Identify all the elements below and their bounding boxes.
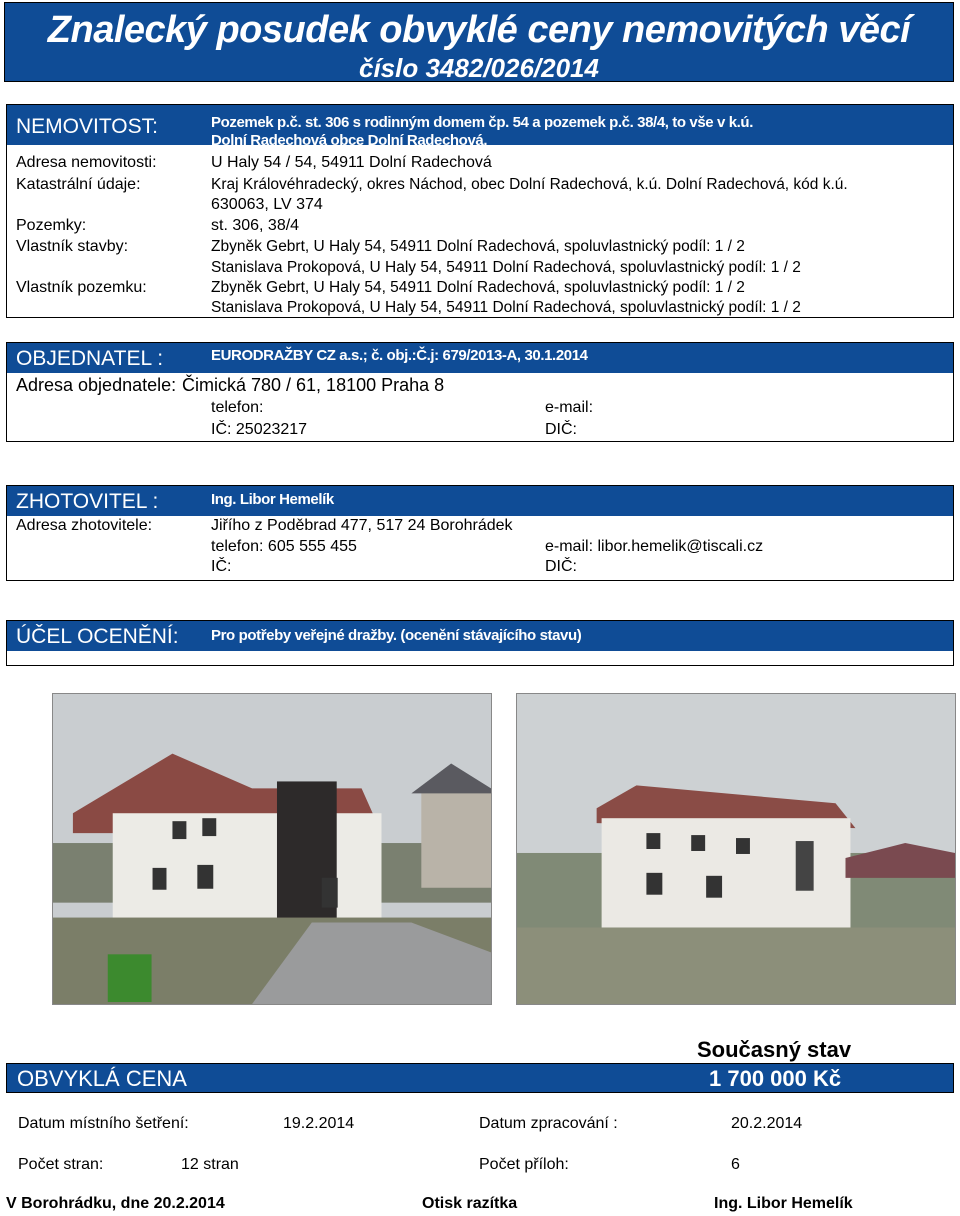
cadastre-value-2: 630063, LV 374 — [211, 196, 323, 213]
contractor-address: Jiřího z Poděbrad 477, 517 24 Borohrádek — [211, 517, 513, 534]
purpose-heading: ÚČEL OCENĚNÍ: — [16, 625, 179, 648]
place-date: V Borohrádku, dne 20.2.2014 — [6, 1195, 225, 1212]
attachments-label: Počet příloh: — [479, 1156, 569, 1173]
client-heading: OBJEDNATEL : — [16, 347, 164, 370]
land-owner-1: Zbyněk Gebrt, U Haly 54, 54911 Dolní Radechová, spoluvlastnický podíl: 1 / 2 — [211, 279, 745, 296]
price-bar — [6, 1063, 954, 1093]
building-owner-2: Stanislava Prokopová, U Haly 54, 54911 Dolní Radechová, spoluvlastnický podíl: 1 / 2 — [211, 259, 801, 276]
contractor-email: e-mail: libor.hemelik@tiscali.cz — [545, 538, 764, 555]
processing-date-label: Datum zpracování : — [479, 1115, 618, 1132]
processing-date: 20.2.2014 — [731, 1115, 803, 1132]
property-desc-2: Dolní Radechová obce Dolní Radechová. — [211, 132, 488, 149]
building-owner-label: Vlastník stavby: — [16, 238, 129, 255]
stamp-label: Otisk razítka — [422, 1195, 518, 1212]
client-dic: DIČ: — [545, 421, 577, 438]
price-label: OBVYKLÁ CENA — [17, 1066, 187, 1091]
document-number: číslo 3482/026/2014 — [359, 53, 599, 83]
document-title: Znalecký posudek obvyklé ceny nemovitých věcí — [47, 9, 911, 51]
attachments-value: 6 — [731, 1156, 740, 1173]
signature: Ing. Libor Hemelík — [714, 1195, 853, 1212]
building-owner-1: Zbyněk Gebrt, U Haly 54, 54911 Dolní Radechová, spoluvlastnický podíl: 1 / 2 — [211, 238, 745, 255]
house-photo-left — [52, 693, 492, 1005]
parcels-value: st. 306, 38/4 — [211, 217, 300, 234]
contractor-address-label: Adresa zhotovitele: — [16, 517, 153, 534]
current-state-label: Současný stav — [697, 1037, 852, 1062]
client-name: EURODRAŽBY CZ a.s.; č. obj.:Č.j: 679/2013-A, 30.1.2014 — [211, 347, 588, 364]
contractor-phone: telefon: 605 555 455 — [211, 538, 357, 555]
price-value: 1 700 000 Kč — [709, 1066, 842, 1091]
survey-date-label: Datum místního šetření: — [18, 1115, 189, 1132]
client-address: Čimická 780 / 61, 18100 Praha 8 — [182, 375, 445, 395]
contractor-ic: IČ: — [211, 558, 232, 575]
property-desc-1: Pozemek p.č. st. 306 s rodinným domem čp. 54 a pozemek p.č. 38/4, to vše v k.ú. — [211, 114, 753, 131]
client-phone: telefon: — [211, 399, 264, 416]
contractor-name: Ing. Libor Hemelík — [211, 491, 334, 508]
property-heading: NEMOVITOST: — [16, 115, 158, 138]
address-value: U Haly 54 / 54, 54911 Dolní Radechová — [211, 154, 492, 171]
address-label: Adresa nemovitosti: — [16, 154, 157, 171]
parcels-label: Pozemky: — [16, 217, 87, 234]
cadastre-value-1: Kraj Královéhradecký, okres Náchod, obec Dolní Radechová, k.ú. Dolní Radechová, kód k.ú. — [211, 176, 848, 193]
contractor-dic: DIČ: — [545, 558, 577, 575]
client-ic: IČ: 25023217 — [211, 421, 308, 438]
land-owner-label: Vlastník pozemku: — [16, 279, 147, 296]
client-email: e-mail: — [545, 399, 594, 416]
land-owner-2: Stanislava Prokopová, U Haly 54, 54911 Dolní Radechová, spoluvlastnický podíl: 1 / 2 — [211, 299, 801, 316]
client-address-label: Adresa objednatele: — [16, 375, 177, 395]
pages-label: Počet stran: — [18, 1156, 104, 1173]
house-photo-right — [516, 693, 956, 1005]
cadastre-label: Katastrální údaje: — [16, 176, 141, 193]
contractor-heading: ZHOTOVITEL : — [16, 490, 159, 513]
purpose-text: Pro potřeby veřejné dražby. (ocenění stávajícího stavu) — [211, 627, 582, 644]
survey-date: 19.2.2014 — [283, 1115, 355, 1132]
pages-value: 12 stran — [181, 1156, 239, 1173]
title-banner — [4, 2, 954, 82]
